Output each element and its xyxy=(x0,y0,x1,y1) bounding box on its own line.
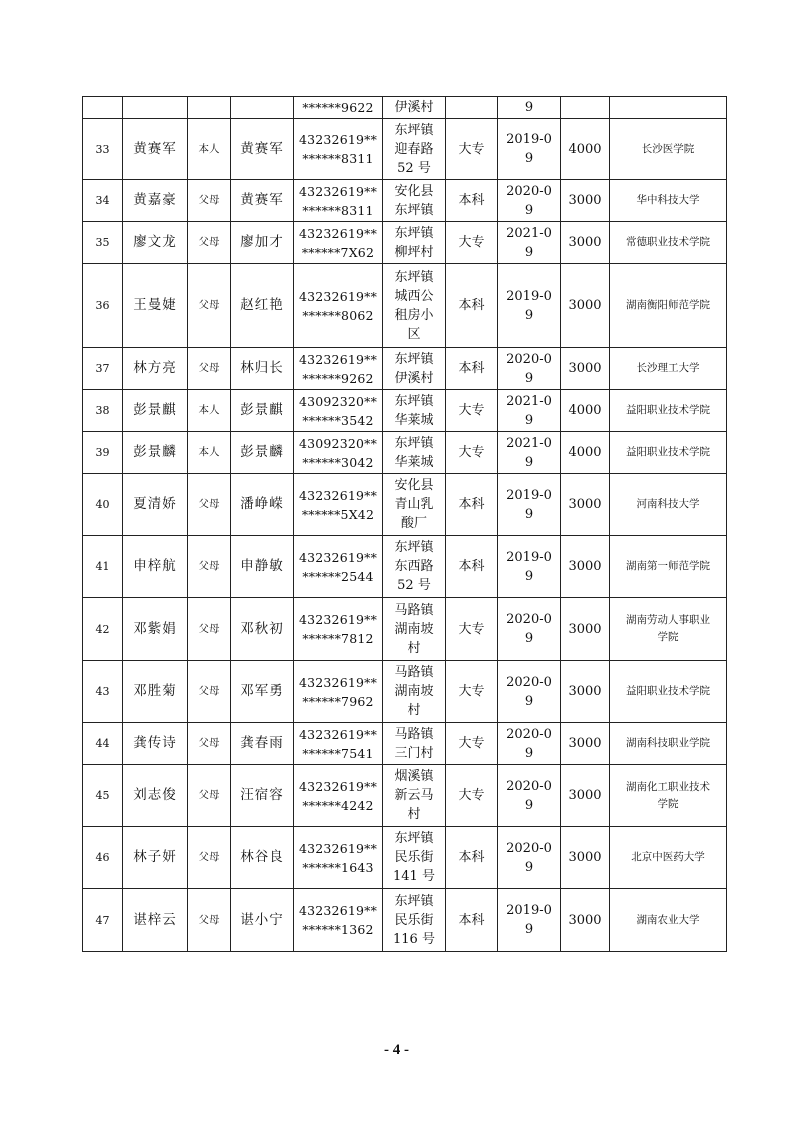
school-line: 常德职业技术学院 xyxy=(626,236,710,248)
school-cell xyxy=(610,474,727,536)
aid-amount-cell: 3000 xyxy=(561,889,610,952)
education-level-cell: 大专 xyxy=(446,432,498,474)
school-line: 湖南衡阳师范学院 xyxy=(626,299,710,311)
address-cell xyxy=(383,827,446,889)
enrollment-date-line: 9 xyxy=(524,202,534,218)
education-level-cell: 大专 xyxy=(446,390,498,432)
id-number-cell xyxy=(294,348,383,390)
relation-cell: 父母 xyxy=(188,222,231,264)
guardian-name-cell: 彭景麟 xyxy=(231,432,294,474)
school-cell xyxy=(610,827,727,889)
id-number-line: 43232619** xyxy=(298,674,378,690)
id-number-line: ******7962 xyxy=(302,693,374,709)
table-row xyxy=(83,536,727,598)
address-line: 民乐街 xyxy=(394,912,434,928)
row-number-cell: 34 xyxy=(83,180,123,222)
enrollment-date-line: 9 xyxy=(524,100,534,115)
id-number-line: 43232619** xyxy=(298,726,378,742)
address-line: 村 xyxy=(407,807,421,822)
student-name-cell: 龚传诗 xyxy=(123,723,188,765)
address-line: 城西公 xyxy=(394,288,434,304)
student-name-cell: 彭景麟 xyxy=(123,432,188,474)
id-number-cell xyxy=(294,827,383,889)
table-row xyxy=(83,119,727,180)
address-line: 民乐街 xyxy=(394,850,434,865)
education-level-cell: 本科 xyxy=(446,348,498,390)
row-number-cell: 45 xyxy=(83,765,123,827)
school-line: 湖南农业大学 xyxy=(636,913,700,926)
relation-cell: 父母 xyxy=(188,180,231,222)
table-row xyxy=(83,348,727,390)
enrollment-date-cell xyxy=(498,264,561,348)
id-number-line: ******9622 xyxy=(302,100,374,115)
table-row xyxy=(83,264,727,348)
guardian-name-cell: 廖加才 xyxy=(231,222,294,264)
education-level-cell: 大专 xyxy=(446,119,498,180)
aid-amount-cell: 3000 xyxy=(561,264,610,348)
enrollment-date-cell xyxy=(498,536,561,598)
enrollment-date-cell xyxy=(498,180,561,222)
address-line: 东坪镇 xyxy=(394,269,434,285)
enrollment-date-line: 9 xyxy=(524,412,534,428)
student-name-cell: 邓胜菊 xyxy=(123,661,188,723)
row-number-cell: 37 xyxy=(83,348,123,390)
school-cell xyxy=(610,264,727,348)
aid-amount-cell: 3000 xyxy=(561,536,610,598)
education-level-cell: 本科 xyxy=(446,264,498,348)
id-number-line: 43232619** xyxy=(298,778,378,794)
enrollment-date-line: 9 xyxy=(524,745,534,761)
guardian-name-cell: 彭景麒 xyxy=(231,390,294,432)
enrollment-date-line: 9 xyxy=(524,370,534,386)
id-number-line: ******7541 xyxy=(302,745,374,761)
id-number-line: 43232619** xyxy=(298,183,378,199)
row-number-cell: 44 xyxy=(83,723,123,765)
education-level-cell xyxy=(446,97,498,119)
enrollment-date-cell xyxy=(498,222,561,264)
address-cell xyxy=(383,119,446,180)
enrollment-date-line: 9 xyxy=(524,797,534,813)
address-cell xyxy=(383,348,446,390)
row-number-cell: 42 xyxy=(83,598,123,661)
address-line: 柳坪村 xyxy=(394,244,434,260)
table-row xyxy=(83,661,727,723)
enrollment-date-line: 9 xyxy=(524,568,534,584)
id-number-cell xyxy=(294,222,383,264)
education-level-cell: 本科 xyxy=(446,536,498,598)
school-line: 湖南第一师范学院 xyxy=(626,560,710,572)
row-number-cell: 36 xyxy=(83,264,123,348)
id-number-line: ******8311 xyxy=(302,151,374,166)
address-cell xyxy=(383,598,446,661)
id-number-line: ******3542 xyxy=(302,412,374,428)
enrollment-date-line: 2020-0 xyxy=(506,351,552,367)
id-number-line: ******1643 xyxy=(302,859,374,875)
enrollment-date-line: 9 xyxy=(524,859,534,875)
address-line: 烟溪镇 xyxy=(394,769,434,784)
address-line: 东坪镇 xyxy=(394,202,434,218)
address-line: 马路镇 xyxy=(394,665,434,680)
address-line: 马路镇 xyxy=(394,602,434,618)
row-number-cell: 47 xyxy=(83,889,123,952)
education-level-cell: 大专 xyxy=(446,598,498,661)
school-cell xyxy=(610,180,727,222)
education-level-cell: 大专 xyxy=(446,723,498,765)
id-number-cell xyxy=(294,661,383,723)
enrollment-date-cell xyxy=(498,598,561,661)
school-line: 学院 xyxy=(657,797,679,810)
aid-recipient-table xyxy=(82,96,727,952)
relation-cell: 父母 xyxy=(188,598,231,661)
enrollment-date-line: 2021-0 xyxy=(506,393,552,409)
id-number-line: ******2544 xyxy=(302,568,374,584)
address-line: 东坪镇 xyxy=(394,393,434,409)
id-number-cell xyxy=(294,180,383,222)
enrollment-date-cell xyxy=(498,432,561,474)
education-level-cell: 大专 xyxy=(446,222,498,264)
aid-amount-cell: 3000 xyxy=(561,348,610,390)
id-number-cell xyxy=(294,119,383,180)
address-line: 安化县 xyxy=(394,183,434,199)
aid-amount-cell xyxy=(561,97,610,119)
aid-amount-cell: 3000 xyxy=(561,180,610,222)
address-line: 村 xyxy=(407,640,421,656)
school-cell xyxy=(610,765,727,827)
address-cell xyxy=(383,180,446,222)
enrollment-date-line: 9 xyxy=(524,631,534,646)
guardian-name-cell: 潘峥嵘 xyxy=(231,474,294,536)
aid-amount-cell: 3000 xyxy=(561,222,610,264)
relation-cell: 父母 xyxy=(188,889,231,952)
address-cell xyxy=(383,432,446,474)
enrollment-date-line: 2019-0 xyxy=(506,288,552,304)
address-line: 青山乳 xyxy=(394,497,434,512)
relation-cell: 本人 xyxy=(188,119,231,180)
school-line: 长沙理工大学 xyxy=(636,362,700,374)
enrollment-date-cell xyxy=(498,348,561,390)
school-cell xyxy=(610,661,727,723)
id-number-cell xyxy=(294,264,383,348)
relation-cell: 本人 xyxy=(188,390,231,432)
relation-cell: 父母 xyxy=(188,474,231,536)
id-number-cell xyxy=(294,889,383,952)
table-row xyxy=(83,723,727,765)
table-row xyxy=(83,432,727,474)
id-number-line: 43232619** xyxy=(298,487,378,503)
address-line: 东坪镇 xyxy=(394,540,434,555)
table-row xyxy=(83,765,727,827)
student-name-cell: 林方亮 xyxy=(123,348,188,390)
student-name-cell: 林子妍 xyxy=(123,827,188,889)
address-line: 安化县 xyxy=(394,478,434,493)
school-cell xyxy=(610,348,727,390)
education-level-cell: 本科 xyxy=(446,889,498,952)
address-cell xyxy=(383,661,446,723)
guardian-name-cell: 赵红艳 xyxy=(231,264,294,348)
school-cell xyxy=(610,390,727,432)
enrollment-date-cell xyxy=(498,723,561,765)
address-line: 湖南坡 xyxy=(394,684,434,699)
enrollment-date-cell xyxy=(498,827,561,889)
student-name-cell: 夏清娇 xyxy=(123,474,188,536)
row-number-cell: 46 xyxy=(83,827,123,889)
address-line: 华莱城 xyxy=(394,412,434,428)
row-number-cell: 39 xyxy=(83,432,123,474)
address-cell xyxy=(383,222,446,264)
education-level-cell: 大专 xyxy=(446,765,498,827)
aid-amount-cell: 3000 xyxy=(561,765,610,827)
enrollment-date-line: 2019-0 xyxy=(506,903,552,918)
relation-cell xyxy=(188,97,231,119)
guardian-name-cell: 邓军勇 xyxy=(231,661,294,723)
enrollment-date-line: 2019-0 xyxy=(506,549,552,565)
address-line: 52 号 xyxy=(397,160,431,176)
id-number-line: ******8311 xyxy=(302,202,374,218)
student-name-cell: 廖文龙 xyxy=(123,222,188,264)
address-cell xyxy=(383,97,446,119)
relation-cell: 父母 xyxy=(188,348,231,390)
id-number-line: ******1362 xyxy=(302,922,374,937)
aid-amount-cell: 3000 xyxy=(561,827,610,889)
enrollment-date-line: 2020-0 xyxy=(506,612,552,627)
address-line: 租房小 xyxy=(394,307,434,323)
school-line: 华中科技大学 xyxy=(636,194,700,206)
guardian-name-cell: 龚春雨 xyxy=(231,723,294,765)
enrollment-date-line: 2020-0 xyxy=(506,183,552,199)
id-number-cell xyxy=(294,723,383,765)
row-number-cell: 40 xyxy=(83,474,123,536)
row-number-cell: 43 xyxy=(83,661,123,723)
student-name-cell: 邓紫娟 xyxy=(123,598,188,661)
id-number-cell xyxy=(294,432,383,474)
guardian-name-cell xyxy=(231,97,294,119)
aid-amount-cell: 4000 xyxy=(561,432,610,474)
aid-amount-cell: 4000 xyxy=(561,390,610,432)
address-line: 141 号 xyxy=(393,869,435,884)
address-line: 东坪镇 xyxy=(394,831,434,846)
address-line: 东坪镇 xyxy=(394,351,434,367)
address-line: 东西路 xyxy=(394,559,434,574)
id-number-line: ******4242 xyxy=(302,797,374,813)
enrollment-date-line: 9 xyxy=(524,244,534,260)
id-number-cell xyxy=(294,536,383,598)
aid-amount-cell: 3000 xyxy=(561,598,610,661)
enrollment-date-line: 9 xyxy=(524,307,534,323)
table-row xyxy=(83,889,727,952)
row-number-cell: 33 xyxy=(83,119,123,180)
enrollment-date-line: 2020-0 xyxy=(506,778,552,794)
id-number-line: 43232619** xyxy=(298,288,378,304)
relation-cell: 本人 xyxy=(188,432,231,474)
relation-cell: 父母 xyxy=(188,827,231,889)
address-line: 116 号 xyxy=(393,931,435,947)
school-cell xyxy=(610,723,727,765)
school-cell xyxy=(610,97,727,119)
student-name-cell xyxy=(123,97,188,119)
address-line: 三门村 xyxy=(394,745,434,761)
id-number-cell xyxy=(294,598,383,661)
id-number-line: ******8062 xyxy=(302,307,374,323)
aid-amount-cell: 3000 xyxy=(561,474,610,536)
address-line: 湖南坡 xyxy=(394,621,434,637)
education-level-cell: 大专 xyxy=(446,661,498,723)
enrollment-date-line: 9 xyxy=(524,693,534,709)
student-name-cell: 彭景麒 xyxy=(123,390,188,432)
enrollment-date-cell xyxy=(498,889,561,952)
education-level-cell: 本科 xyxy=(446,827,498,889)
address-line: 伊溪村 xyxy=(394,100,434,115)
id-number-cell xyxy=(294,765,383,827)
id-number-cell xyxy=(294,474,383,536)
guardian-name-cell: 邓秋初 xyxy=(231,598,294,661)
student-name-cell: 黄赛军 xyxy=(123,119,188,180)
table-row xyxy=(83,222,727,264)
enrollment-date-line: 2020-0 xyxy=(506,674,552,690)
address-line: 区 xyxy=(407,326,421,342)
student-name-cell: 黄嘉豪 xyxy=(123,180,188,222)
address-line: 新云马 xyxy=(394,788,434,803)
table-row xyxy=(83,598,727,661)
table-row xyxy=(83,97,727,119)
enrollment-date-cell xyxy=(498,97,561,119)
address-line: 华莱城 xyxy=(394,454,434,470)
row-number-cell: 38 xyxy=(83,390,123,432)
address-line: 村 xyxy=(407,703,421,718)
id-number-line: 43232619** xyxy=(298,351,378,367)
enrollment-date-cell xyxy=(498,474,561,536)
table-row xyxy=(83,474,727,536)
education-level-cell: 本科 xyxy=(446,180,498,222)
school-line: 湖南劳动人事职业 xyxy=(626,614,710,626)
address-line: 52 号 xyxy=(397,578,431,593)
school-line: 北京中医药大学 xyxy=(631,851,705,863)
id-number-line: ******5X42 xyxy=(301,506,375,522)
id-number-line: 43232619** xyxy=(298,903,378,918)
id-number-line: 43232619** xyxy=(298,549,378,565)
page-number: - 4 - xyxy=(384,1042,409,1058)
id-number-line: 43092320** xyxy=(298,393,378,409)
enrollment-date-line: 2019-0 xyxy=(506,487,552,503)
guardian-name-cell: 谌小宁 xyxy=(231,889,294,952)
enrollment-date-cell xyxy=(498,390,561,432)
enrollment-date-cell xyxy=(498,765,561,827)
guardian-name-cell: 林谷良 xyxy=(231,827,294,889)
id-number-line: 43232619** xyxy=(298,225,378,241)
enrollment-date-line: 9 xyxy=(524,151,534,166)
school-cell xyxy=(610,222,727,264)
aid-amount-cell: 4000 xyxy=(561,119,610,180)
relation-cell: 父母 xyxy=(188,536,231,598)
relation-cell: 父母 xyxy=(188,661,231,723)
address-cell xyxy=(383,474,446,536)
id-number-cell xyxy=(294,390,383,432)
school-line: 益阳职业技术学院 xyxy=(626,685,710,697)
guardian-name-cell: 黄赛军 xyxy=(231,119,294,180)
school-line: 河南科技大学 xyxy=(636,498,700,510)
guardian-name-cell: 汪宿容 xyxy=(231,765,294,827)
enrollment-date-line: 2019-0 xyxy=(506,132,552,147)
row-number-cell: 35 xyxy=(83,222,123,264)
enrollment-date-line: 2021-0 xyxy=(506,435,552,451)
address-line: 东坪镇 xyxy=(394,225,434,241)
row-number-cell xyxy=(83,97,123,119)
address-line: 迎春路 xyxy=(394,141,434,157)
address-line: 伊溪村 xyxy=(394,370,434,386)
education-level-cell: 本科 xyxy=(446,474,498,536)
guardian-name-cell: 黄赛军 xyxy=(231,180,294,222)
school-line: 长沙医学院 xyxy=(641,142,695,155)
id-number-line: ******7X62 xyxy=(301,244,375,260)
school-line: 益阳职业技术学院 xyxy=(626,404,710,416)
student-name-cell: 申梓航 xyxy=(123,536,188,598)
guardian-name-cell: 林归长 xyxy=(231,348,294,390)
id-number-line: 43232619** xyxy=(298,612,378,627)
id-number-line: ******7812 xyxy=(302,631,374,646)
school-line: 学院 xyxy=(657,631,679,643)
school-line: 益阳职业技术学院 xyxy=(626,446,710,458)
address-line: 酸厂 xyxy=(400,516,427,531)
enrollment-date-line: 2020-0 xyxy=(506,840,552,856)
address-line: 东坪镇 xyxy=(394,435,434,451)
table-row xyxy=(83,390,727,432)
enrollment-date-cell xyxy=(498,661,561,723)
school-cell xyxy=(610,536,727,598)
address-cell xyxy=(383,765,446,827)
enrollment-date-line: 9 xyxy=(524,506,534,522)
enrollment-date-line: 9 xyxy=(524,922,534,937)
school-line: 湖南化工职业技术 xyxy=(626,780,710,793)
address-cell xyxy=(383,264,446,348)
address-cell xyxy=(383,889,446,952)
address-line: 东坪镇 xyxy=(394,122,434,138)
id-number-line: 43232619** xyxy=(298,840,378,856)
student-name-cell: 刘志俊 xyxy=(123,765,188,827)
school-cell xyxy=(610,598,727,661)
address-cell xyxy=(383,536,446,598)
table-row xyxy=(83,827,727,889)
student-name-cell: 王曼婕 xyxy=(123,264,188,348)
row-number-cell: 41 xyxy=(83,536,123,598)
school-line: 湖南科技职业学院 xyxy=(626,737,710,749)
aid-amount-cell: 3000 xyxy=(561,661,610,723)
aid-amount-cell: 3000 xyxy=(561,723,610,765)
address-line: 东坪镇 xyxy=(394,893,434,909)
address-cell xyxy=(383,390,446,432)
student-name-cell: 谌梓云 xyxy=(123,889,188,952)
address-line: 马路镇 xyxy=(394,726,434,742)
id-number-cell xyxy=(294,97,383,119)
relation-cell: 父母 xyxy=(188,765,231,827)
enrollment-date-cell xyxy=(498,119,561,180)
enrollment-date-line: 9 xyxy=(524,454,534,470)
id-number-line: 43232619** xyxy=(298,132,378,147)
id-number-line: 43092320** xyxy=(298,435,378,451)
school-cell xyxy=(610,889,727,952)
enrollment-date-line: 2021-0 xyxy=(506,225,552,241)
id-number-line: ******9262 xyxy=(302,370,374,386)
relation-cell: 父母 xyxy=(188,723,231,765)
enrollment-date-line: 2020-0 xyxy=(506,726,552,742)
school-cell xyxy=(610,432,727,474)
table-row xyxy=(83,180,727,222)
school-cell xyxy=(610,119,727,180)
relation-cell: 父母 xyxy=(188,264,231,348)
id-number-line: ******3042 xyxy=(302,454,374,470)
address-cell xyxy=(383,723,446,765)
guardian-name-cell: 申静敏 xyxy=(231,536,294,598)
